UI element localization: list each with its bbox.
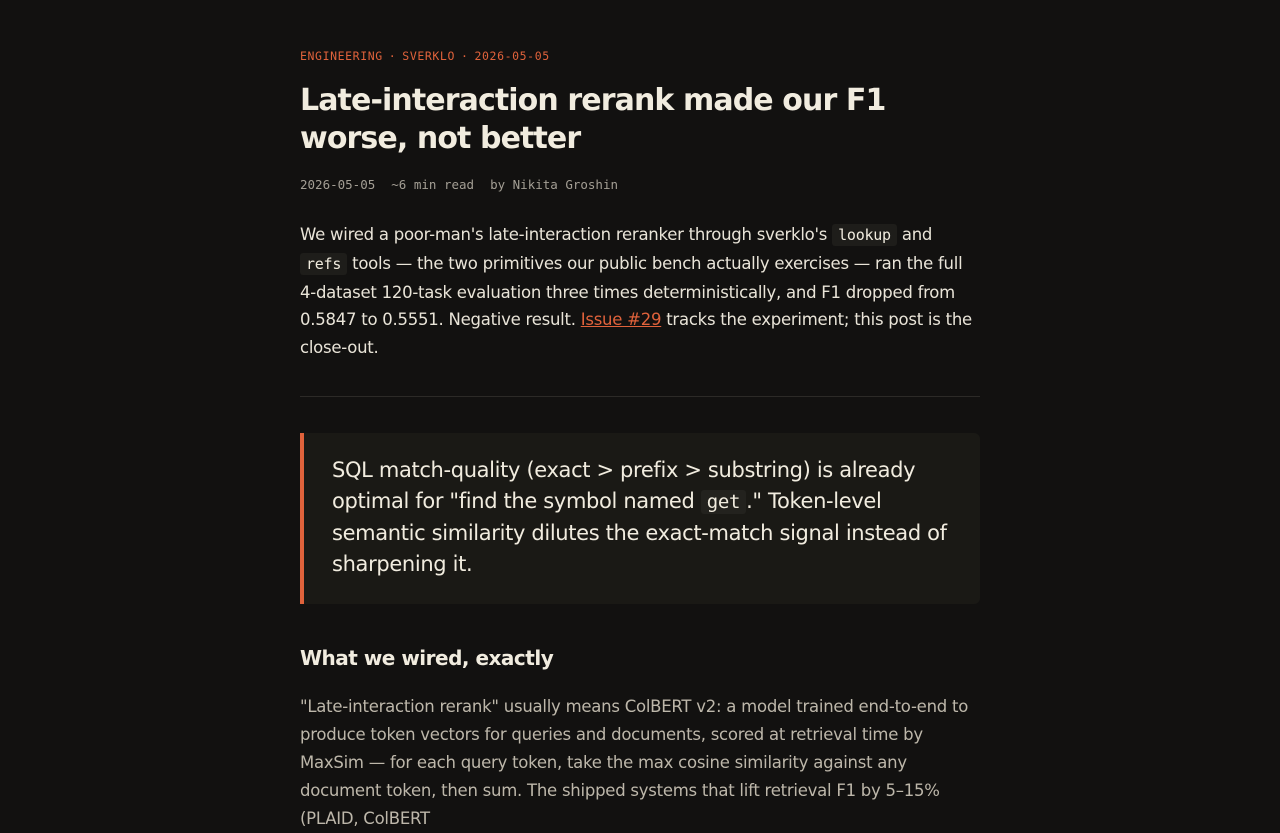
- meta-read-time: ~6 min read: [391, 177, 475, 192]
- article-kicker: [300, 49, 550, 63]
- kicker-category[interactable]: ENGINEERING: [300, 49, 383, 63]
- lead-text: tools — the two primitives our public bench actually exercises — ran the full 4-dataset 120-task evaluation three times deterministically, and F1 dropped from 0.5847 to 0.5551. Negative result.: [300, 253, 963, 330]
- pull-quote-part: ." Token-level semantic similarity dilutes the exact-match signal instead of sharpening it.: [332, 489, 947, 576]
- pull-quote: [300, 433, 980, 604]
- pull-quote-text: [332, 455, 954, 580]
- kicker-separator: ·: [460, 49, 469, 63]
- kicker-date: 2026-05-05: [474, 49, 550, 63]
- lead-text: We wired a poor-man's late-interaction reranker through sverklo's: [300, 225, 833, 244]
- inline-code-lookup: lookup: [832, 224, 897, 246]
- article-meta: [300, 177, 618, 192]
- pull-quote-part: SQL match-quality (exact > prefix > substring) is already optimal for "find the symbol named: [332, 458, 916, 513]
- inline-code-refs: refs: [300, 253, 347, 275]
- kicker-project[interactable]: SVERKLO: [402, 49, 455, 63]
- lead-text: tracks the experiment; this post is the close-out.: [300, 310, 972, 358]
- issue-link[interactable]: Issue #29: [580, 310, 662, 330]
- kicker-separator: ·: [388, 49, 397, 63]
- lead-text: and: [896, 225, 933, 244]
- section-heading: What we wired, exactly: [300, 646, 554, 670]
- section-divider: [300, 396, 980, 397]
- inline-code-get: get: [701, 490, 746, 514]
- meta-date: 2026-05-05: [300, 177, 376, 192]
- article-title: Late-interaction rerank made our F1 worse, not better: [300, 83, 886, 156]
- lead-paragraph: [300, 221, 982, 362]
- section-paragraph: "Late-interaction rerank" usually means ColBERT v2: a model trained end-to-end to produce token vectors for queries and documents, scored at retrieval time by MaxSim — for each query token, take the max cosine similarity against any document token, then sum. The shipped systems that lift retrieval F1 by 5–15% (PLAID, ColBERT: [300, 697, 969, 828]
- meta-author: by Nikita Groshin: [490, 177, 618, 192]
